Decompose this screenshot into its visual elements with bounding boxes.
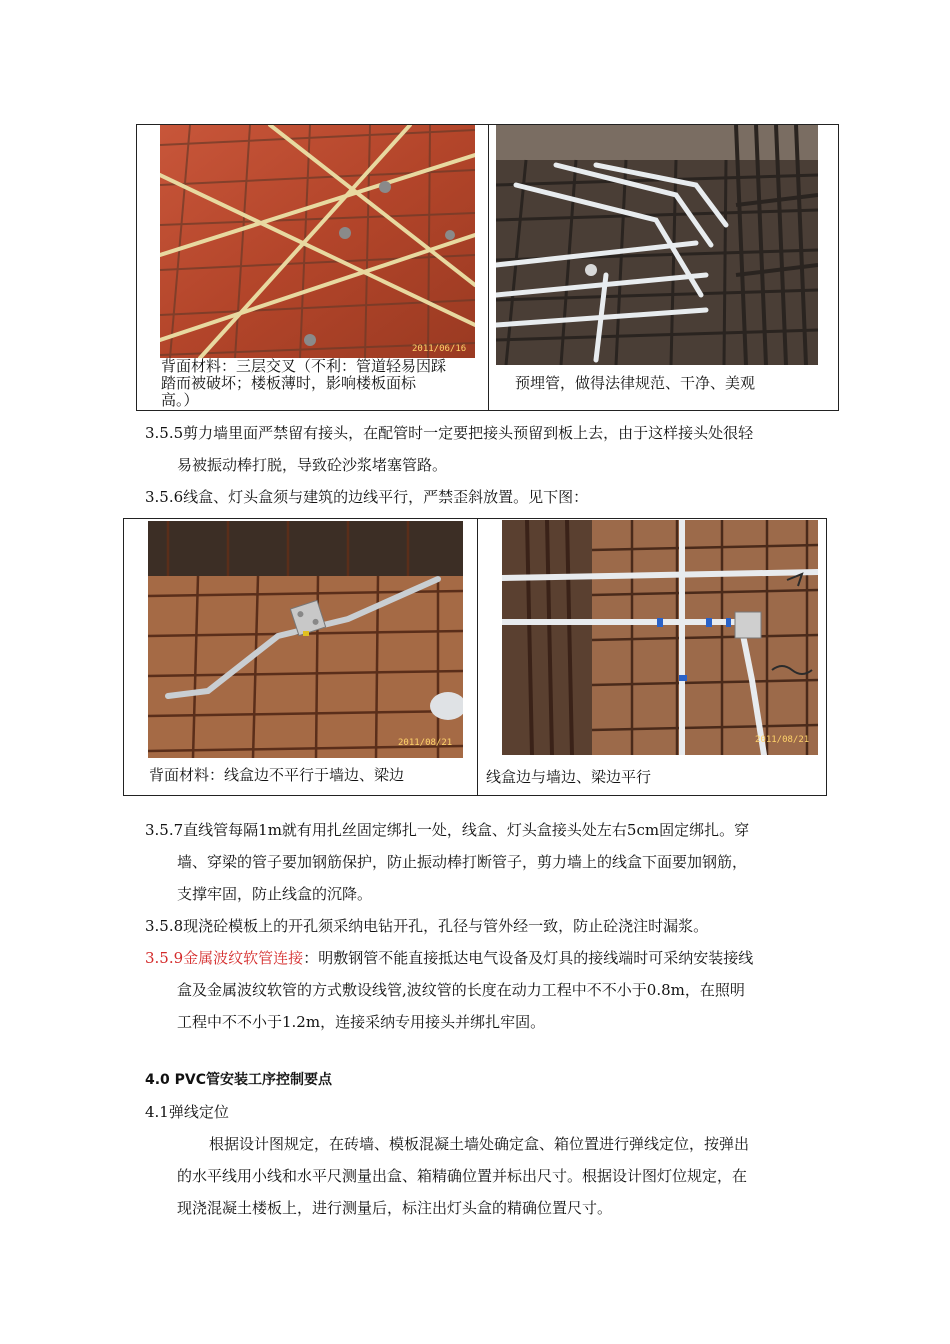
paragraph-3-5-8: 3.5.8现浇砼模板上的开孔须采纳电钻开孔，孔径与管外经一致，防止砼浇注时漏浆。 (145, 917, 709, 935)
paragraph-3-5-9-line2: 盒及金属波纹软管的方式敷设线管,波纹管的长度在动力工程中不不小于0.8m，在照明 (177, 981, 745, 999)
photo-date-stamp: 2011/06/16 (412, 344, 467, 354)
paragraph-3-5-7-line3: 支撑牢固，防止线盒的沉降。 (177, 885, 373, 903)
paragraph-3-5-9-line1 (145, 948, 753, 968)
photo-crossed-pipes (160, 125, 475, 358)
caption-crossed-pipes (161, 358, 481, 409)
section-4-heading: 4.0 PVC管安装工序控制要点 (145, 1072, 333, 1088)
paragraph-3-5-9-rest: ：明敷钢管不能直接抵达电气设备及灯具的接线端时可采纳安装接线 (303, 949, 754, 967)
photo-date-stamp: 2011/08/21 (755, 735, 810, 745)
photo-date-stamp: 2011/08/21 (398, 738, 453, 748)
photo-crooked-box (148, 521, 463, 758)
paragraph-3-5-5-line1: 3.5.5剪力墙里面严禁留有接头，在配管时一定要把接头预留到板上去，由于这样接头处很轻 (145, 424, 754, 442)
section-4-1-body-line1: 根据设计图规定，在砖墙、模板混凝土墙处确定盒、箱位置进行弹线定位，按弹出 (209, 1135, 750, 1153)
paragraph-3-5-6: 3.5.6线盒、灯头盒须与建筑的边线平行，严禁歪斜放置。见下图： (145, 488, 589, 506)
photo-neat-conduits (496, 125, 818, 365)
caption-line: 背面材料：三层交叉（不利：管道轻易因踩 (161, 357, 447, 375)
paragraph-3-5-7-line1: 3.5.7直线管每隔1m就有用扎丝固定绑扎一处，线盒、灯头盒接头处左右5cm固定绑扎。穿 (145, 821, 750, 839)
caption-parallel-box: 线盒边与墙边、梁边平行 (486, 768, 652, 786)
caption-crooked-box: 背面材料：线盒边不平行于墙边、梁边 (149, 766, 405, 784)
paragraph-3-5-9-line3: 工程中不不小于1.2m，连接采纳专用接头并绑扎牢固。 (177, 1013, 546, 1031)
caption-line: 踏而被破坏；楼板薄时，影响楼板面标 (161, 374, 417, 392)
section-4-1-body-line3: 现浇混凝土楼板上，进行测量后，标注出灯头盒的精确位置尺寸。 (177, 1199, 613, 1217)
section-4-1-heading: 4.1弹线定位 (145, 1103, 229, 1121)
caption-neat-conduits: 预埋管，做得法律规范、干净、美观 (515, 374, 756, 392)
paragraph-3-5-7-line2: 墙、穿梁的管子要加钢筋保护，防止振动棒打断管子，剪力墙上的线盒下面要加钢筋， (177, 853, 748, 871)
caption-line: 高。） (161, 391, 199, 409)
table-1-divider (488, 124, 489, 411)
paragraph-3-5-9-number: 3.5.9 (145, 949, 184, 967)
section-4-1-body-line2: 的水平线用小线和水平尺测量出盒、箱精确位置并标出尺寸。根据设计图灯位规定，在 (177, 1167, 748, 1185)
paragraph-3-5-5-line2: 易被振动棒打脱，导致砼沙浆堵塞管路。 (177, 456, 448, 474)
table-2-divider (477, 518, 478, 796)
highlight-metal-hose: 金属波纹软管连接 (183, 949, 304, 967)
photo-parallel-box (502, 520, 818, 755)
